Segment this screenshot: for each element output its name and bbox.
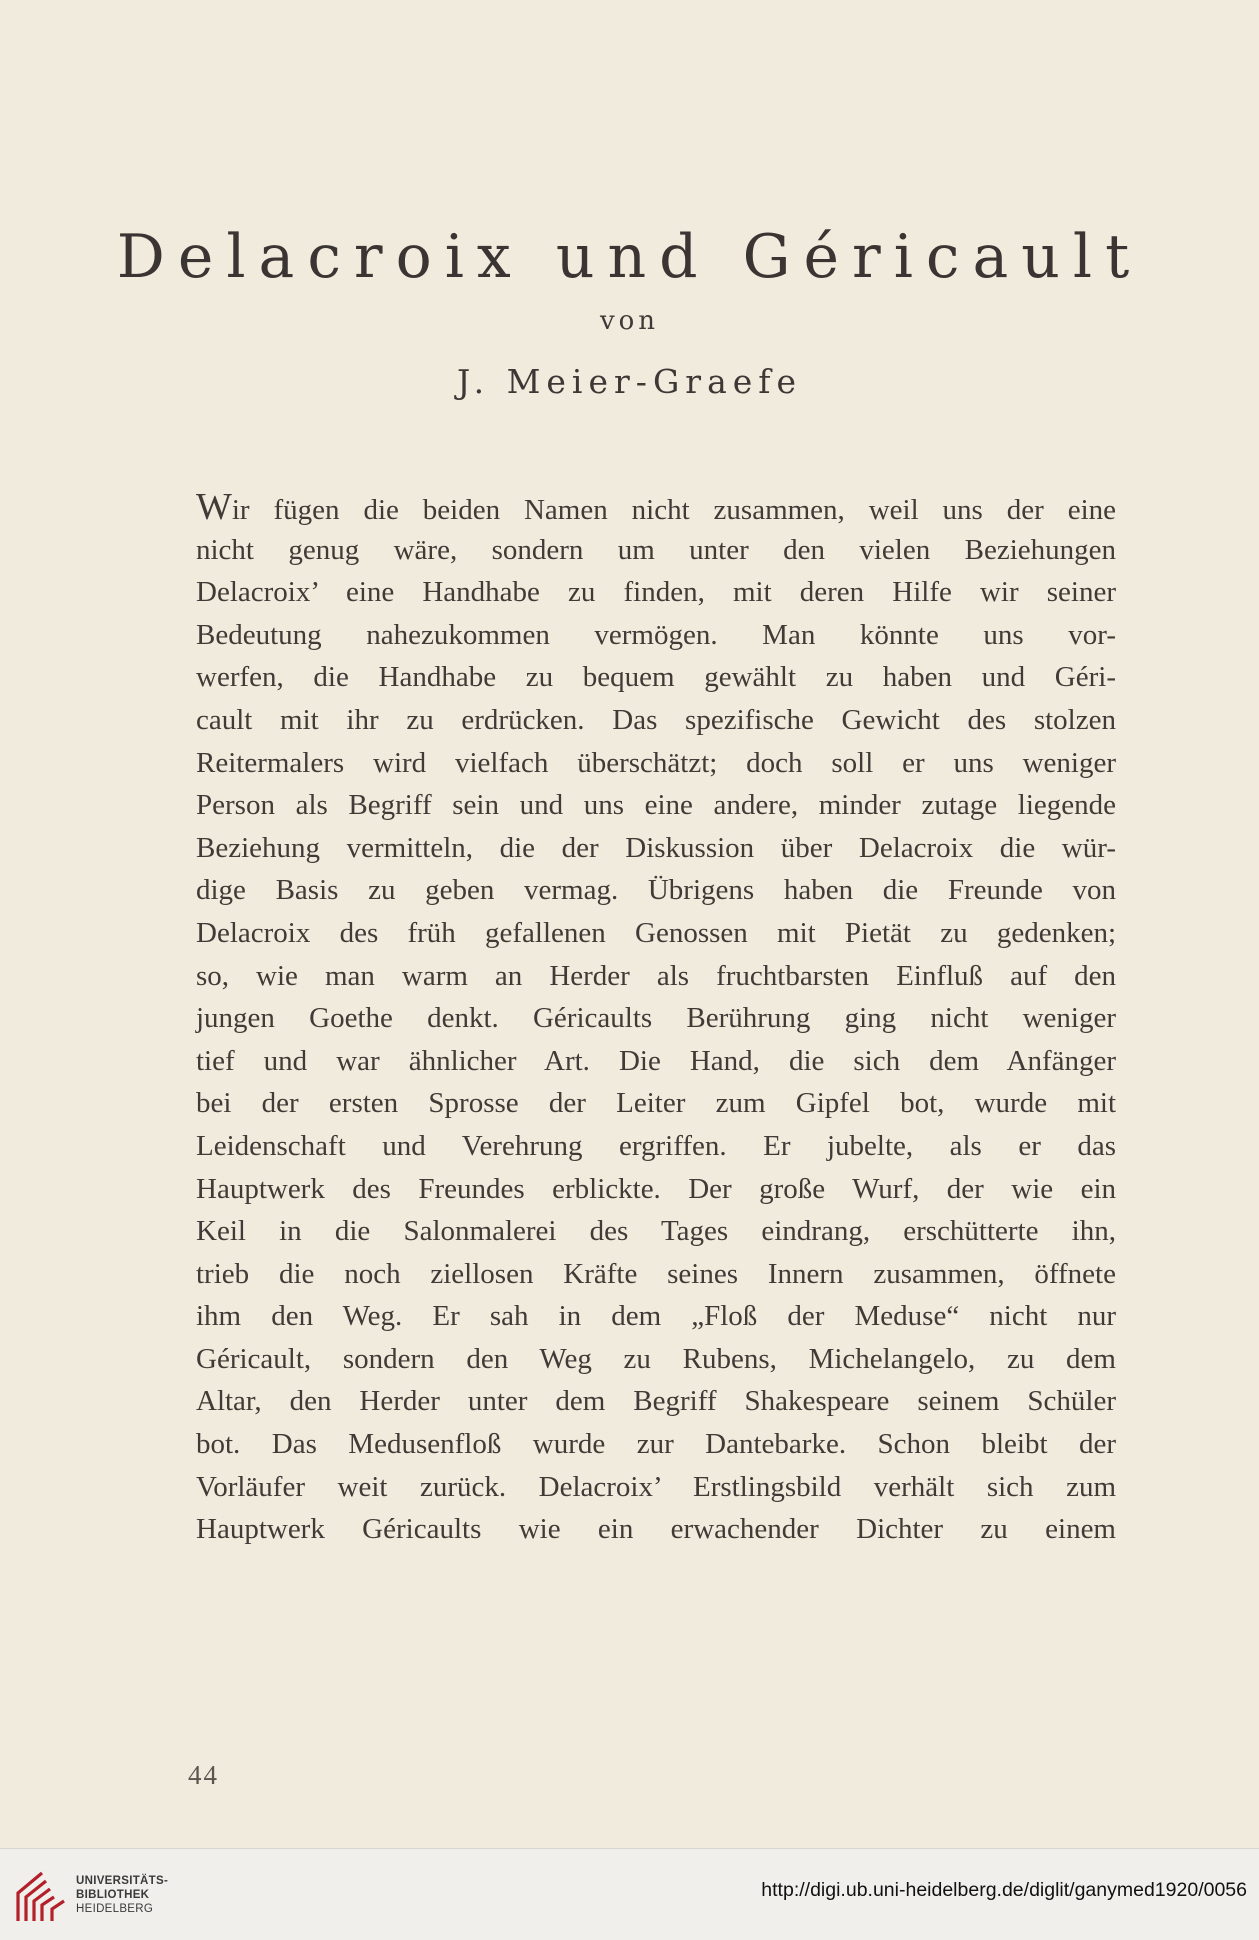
byline-von: von xyxy=(599,306,660,336)
text-line: tief und war ähnlicher Art. Die Hand, die sich dem Anfänger xyxy=(196,1044,1116,1077)
text-line: cault mit ihr zu erdrücken. Das spezifische Gewicht des stolzen xyxy=(196,703,1116,736)
article-body xyxy=(196,486,1116,1551)
text-line: Delacroix’ eine Handhabe zu finden, mit deren Hilfe wir seiner xyxy=(196,576,1116,609)
text-line: so, wie man warm an Herder als fruchtbarsten Einfluß auf den xyxy=(196,959,1116,992)
text-line: Reitermalers wird vielfach überschätzt; doch soll er uns weniger xyxy=(196,746,1116,779)
article-title: Delacroix und Géricault xyxy=(116,222,1143,292)
page-number: 44 xyxy=(188,1760,219,1790)
text-line: werfen, die Handhabe zu bequem gewählt zu haben und Géri- xyxy=(196,661,1116,694)
text-line: Bedeutung nahezukommen vermögen. Man könnte uns vor- xyxy=(196,618,1116,651)
text-line: Person als Begriff sein und uns eine andere, minder zutage liegende xyxy=(196,789,1116,822)
text-line: nicht genug wäre, sondern um unter den vielen Beziehungen xyxy=(196,533,1116,566)
text-line: jungen Goethe denkt. Géricaults Berührung ging nicht weniger xyxy=(196,1002,1116,1035)
article-author: J. Meier-Graefe xyxy=(456,362,803,401)
text-line: Vorläufer weit zurück. Delacroix’ Erstlingsbild verhält sich zum xyxy=(196,1470,1116,1503)
text-line: ihm den Weg. Er sah in dem „Floß der Meduse“ nicht nur xyxy=(196,1300,1116,1333)
library-name-line3: HEIDELBERG xyxy=(76,1903,154,1915)
text-line: Altar, den Herder unter dem Begriff Shakespeare seinem Schüler xyxy=(196,1385,1116,1418)
library-name xyxy=(76,1874,168,1916)
text-line: Hauptwerk des Freundes erblickte. Der große Wurf, der wie ein xyxy=(196,1172,1116,1205)
text-line: Géricault, sondern den Weg zu Rubens, Michelangelo, zu dem xyxy=(196,1342,1116,1375)
text-line: Beziehung vermitteln, die der Diskussion über Delacroix die wür- xyxy=(196,831,1116,864)
text-line: bot. Das Medusenfloß wurde zur Dantebarke. Schon bleibt der xyxy=(196,1428,1116,1461)
text-line: Delacroix des früh gefallenen Genossen mit Pietät zu gedenken; xyxy=(196,916,1116,949)
text-line: trieb die noch ziellosen Kräfte seines Innern zusammen, öffnete xyxy=(196,1257,1116,1290)
library-logo-icon[interactable] xyxy=(12,1865,70,1927)
text-line: Leidenschaft und Verehrung ergriffen. Er jubelte, als er das xyxy=(196,1129,1116,1162)
text-line: bei der ersten Sprosse der Leiter zum Gipfel bot, wurde mit xyxy=(196,1087,1116,1120)
text-line: dige Basis zu geben vermag. Übrigens haben die Freunde von xyxy=(196,874,1116,907)
source-url-link[interactable]: http://digi.ub.uni-heidelberg.de/diglit/ganymed1920/0056 xyxy=(761,1879,1247,1901)
text-line: Wir fügen die beiden Namen nicht zusammen, weil uns der eine xyxy=(196,486,1116,528)
library-name-line2: BIBLIOTHEK xyxy=(76,1889,150,1901)
footer-bar xyxy=(0,1848,1259,1940)
text-line: Hauptwerk Géricaults wie ein erwachender Dichter zu einem xyxy=(196,1513,1116,1546)
library-name-line1: UNIVERSITÄTS- xyxy=(76,1875,169,1887)
text-line: Keil in die Salonmalerei des Tages eindrang, erschütterte ihn, xyxy=(196,1215,1116,1248)
